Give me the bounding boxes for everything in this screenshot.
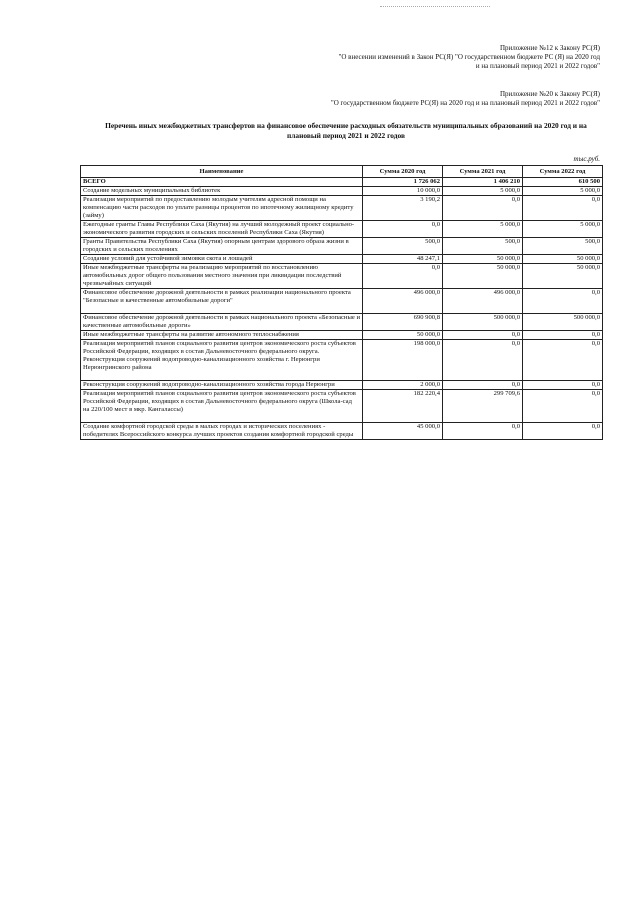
amount-2021-cell: 5 000,0 <box>443 187 523 196</box>
amount-2022-cell: 50 000,0 <box>523 264 603 289</box>
amount-2022-cell: 5 000,0 <box>523 221 603 238</box>
amount-2021-cell: 50 000,0 <box>443 255 523 264</box>
row-name-cell: Иные межбюджетные трансферты на реализацию мероприятий по восстановлению автомобильных дорог общего пользования местного значения при ликвидации последствий чрезвычайных ситуаций <box>81 264 363 289</box>
col-header-2021: Сумма 2021 год <box>443 166 523 178</box>
amount-2020-cell: 690 900,8 <box>363 314 443 331</box>
col-header-2022: Сумма 2022 год <box>523 166 603 178</box>
appendix-line: Приложение №12 к Закону РС(Я) <box>499 44 600 52</box>
amount-2022-cell: 0,0 <box>523 340 603 381</box>
amount-2020-cell: 48 247,1 <box>363 255 443 264</box>
table-row <box>81 423 603 440</box>
table-row <box>81 340 603 381</box>
row-name-cell: Гранты Правительства Республики Саха (Якутия) опорным центрам здорового образа жизни в городских и сельских поселениях <box>81 238 363 255</box>
amount-2022-cell: 0,0 <box>523 381 603 390</box>
amount-2021-cell: 496 000,0 <box>443 289 523 314</box>
table-row <box>81 221 603 238</box>
table-row <box>81 381 603 390</box>
amount-2022-cell: 500 000,0 <box>523 314 603 331</box>
amount-2022-cell: 0,0 <box>523 390 603 423</box>
table-row <box>81 390 603 423</box>
amount-2021-cell: 500 000,0 <box>443 314 523 331</box>
amount-2021-cell: 1 406 210 <box>443 178 523 187</box>
amount-2022-cell: 610 500 <box>523 178 603 187</box>
row-name-cell: Иные межбюджетные трансферты на развитие автономного теплоснабжения <box>81 331 363 340</box>
appendix-header-20 <box>331 90 600 108</box>
table-row <box>81 331 603 340</box>
appendix-line: Приложение №20 к Закону РС(Я) <box>499 90 600 98</box>
row-name-cell: Реконструкция сооружений водопроводно-канализационного хозяйства города Нерюнгри <box>81 381 363 390</box>
amount-2022-cell: 0,0 <box>523 196 603 221</box>
document-title <box>86 121 606 140</box>
amount-2022-cell: 5 000,0 <box>523 187 603 196</box>
table-row <box>81 238 603 255</box>
row-name-cell: Создание комфортной городской среды в малых городах и исторических поселениях - победителях Всероссийского конкурса лучших проектов создания комфортной городской среды <box>81 423 363 440</box>
amount-2020-cell: 0,0 <box>363 221 443 238</box>
amount-2020-cell: 10 000,0 <box>363 187 443 196</box>
amount-2020-cell: 500,0 <box>363 238 443 255</box>
row-name-cell: Финансовое обеспечение дорожной деятельности в рамках реализации национального проекта "Безопасные и качественные автомобильные дороги" <box>81 289 363 314</box>
title-line: Перечень иных межбюджетных трансфертов на финансовое обеспечение расходных обязательств муниципальных образований на 2020 год и на <box>105 121 587 130</box>
appendix-line: "О внесении изменений в Закон РС(Я) "О государственном бюджете РС (Я) на 2020 год <box>338 53 600 61</box>
amount-2022-cell: 0,0 <box>523 331 603 340</box>
amount-2021-cell: 0,0 <box>443 331 523 340</box>
amount-2020-cell: 50 000,0 <box>363 331 443 340</box>
amount-2021-cell: 0,0 <box>443 196 523 221</box>
amount-2021-cell: 0,0 <box>443 340 523 381</box>
row-name-cell: Финансовое обеспечение дорожной деятельности в рамках национального проекта «Безопасные и качественные автомобильные дороги» <box>81 314 363 331</box>
amount-2021-cell: 50 000,0 <box>443 264 523 289</box>
table-row <box>81 289 603 314</box>
amount-2022-cell: 500,0 <box>523 238 603 255</box>
appendix-header-12 <box>338 44 600 71</box>
amount-2020-cell: 3 190,2 <box>363 196 443 221</box>
unit-label: тыс.руб. <box>573 155 600 163</box>
amount-2021-cell: 500,0 <box>443 238 523 255</box>
row-name-cell: Создание модельных муниципальных библиотек <box>81 187 363 196</box>
table-row <box>81 187 603 196</box>
row-name-cell: Реализация мероприятий по предоставлению молодым учителям адресной помощи на компенсацию части расходов по уплате разницы процентов по ипотечному жилищному кредиту (займу) <box>81 196 363 221</box>
amount-2020-cell: 0,0 <box>363 264 443 289</box>
col-header-name: Наименование <box>81 166 363 178</box>
table-row <box>81 314 603 331</box>
amount-2021-cell: 0,0 <box>443 381 523 390</box>
amount-2022-cell: 0,0 <box>523 423 603 440</box>
amount-2022-cell: 0,0 <box>523 289 603 314</box>
scan-artifact <box>380 6 490 8</box>
amount-2022-cell: 50 000,0 <box>523 255 603 264</box>
table-header-row <box>81 166 603 178</box>
total-row <box>81 178 603 187</box>
amount-2021-cell: 5 000,0 <box>443 221 523 238</box>
row-name-cell: Реализация мероприятий планов социального развития центров экономического роста субъектов Российской Федерации, входящих в состав Дальневосточного федерального округа. Реконструкция сооружений водопроводно-канализационного хозяйства г. Нерюнгри Нерюнгринского района <box>81 340 363 381</box>
row-name-cell: ВСЕГО <box>81 178 363 187</box>
table-row <box>81 196 603 221</box>
amount-2020-cell: 45 000,0 <box>363 423 443 440</box>
table-row <box>81 255 603 264</box>
row-name-cell: Реализация мероприятий планов социального развития центров экономического роста субъектов Российской Федерации, входящих в состав Дальневосточного федерального округа (Школа-сад на 220/100 мест в мкр. Кангалассы) <box>81 390 363 423</box>
amount-2020-cell: 496 000,0 <box>363 289 443 314</box>
transfers-table <box>80 165 603 440</box>
row-name-cell: Создание условий для устойчивой зимовки скота и лошадей <box>81 255 363 264</box>
amount-2020-cell: 1 726 062 <box>363 178 443 187</box>
amount-2020-cell: 2 000,0 <box>363 381 443 390</box>
table-row <box>81 264 603 289</box>
row-name-cell: Ежегодные гранты Главы Республики Саха (Якутия) на лучший молодежный проект социально-экономического развития городских и сельских поселений Республики Саха (Якутия) <box>81 221 363 238</box>
appendix-line: и на плановый период 2021 и 2022 годов" <box>475 62 600 70</box>
amount-2021-cell: 0,0 <box>443 423 523 440</box>
amount-2021-cell: 299 709,6 <box>443 390 523 423</box>
appendix-line: "О государственном бюджете РС(Я) на 2020 год и на плановый период 2021 и 2022 годов" <box>330 99 600 107</box>
title-line: плановый период 2021 и 2022 годов <box>287 130 405 140</box>
col-header-2020: Сумма 2020 год <box>363 166 443 178</box>
amount-2020-cell: 198 000,0 <box>363 340 443 381</box>
amount-2020-cell: 182 220,4 <box>363 390 443 423</box>
